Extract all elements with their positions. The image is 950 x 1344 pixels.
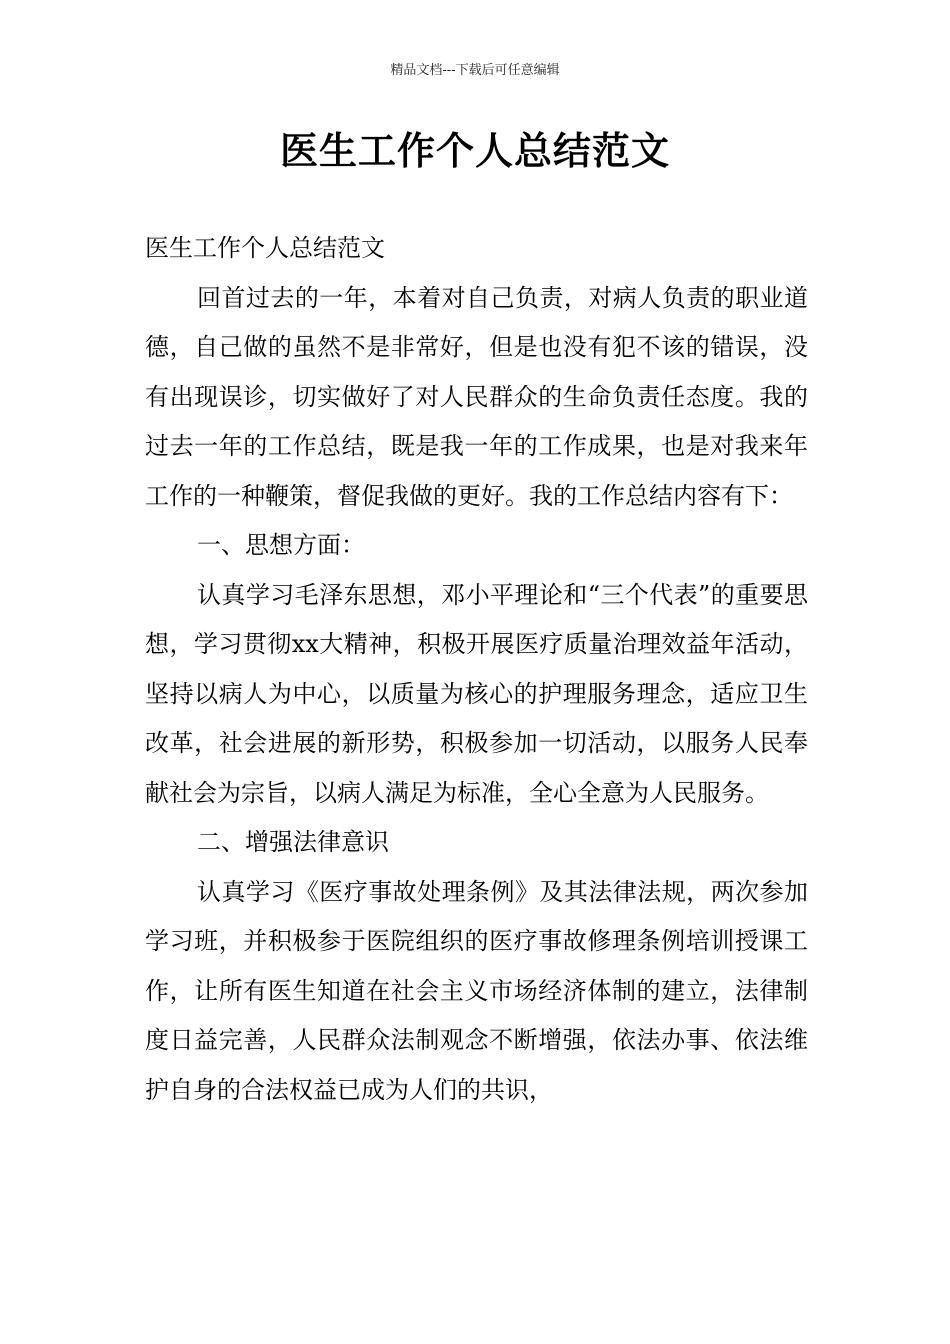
document-title: 医生工作个人总结范文 [279,128,670,173]
law-paragraph: 认真学习《医疗事故处理条例》及其法律法规，两次参加学习班，并积极参于医院组织的医疗事故修理条例培训授课工作，让所有医生知道在社会主义市场经济体制的建立，法律制度日益完善，人民群众法制观念不断增强，依法办事、依法维护自身的合法权益已成为人们的共识， [145,877,808,1104]
intro-paragraph: 回首过去的一年，本着对自己负责，对病人负责的职业道德，自己做的虽然不是非常好，但是也没有犯不该的错误，没有出现误诊，切实做好了对人民群众的生命负责任态度。我的过去一年的工作总结，既是我一年的工作成果，也是对我来年工作的一种鞭策，督促我做的更好。我的工作总结内容有下： [145,283,808,510]
section-heading-thought: 一、思想方面： [197,531,365,559]
section-heading-law: 二、增强法律意识 [197,828,389,856]
body-subtitle: 医生工作个人总结范文 [145,234,385,262]
thought-paragraph: 认真学习毛泽东思想，邓小平理论和“三个代表”的重要思想，学习贯彻xx大精神，积极开展医疗质量治理效益年活动，坚持以病人为中心，以质量为核心的护理服务理念，适应卫生改革，社会进展的新形势，积极参加一切活动，以服务人民奉献社会为宗旨，以病人满足为标准，全心全意为人民服务。 [145,580,808,807]
document-body [145,224,808,1115]
header-note: 精品文档---下载后可任意编辑 [390,63,560,78]
